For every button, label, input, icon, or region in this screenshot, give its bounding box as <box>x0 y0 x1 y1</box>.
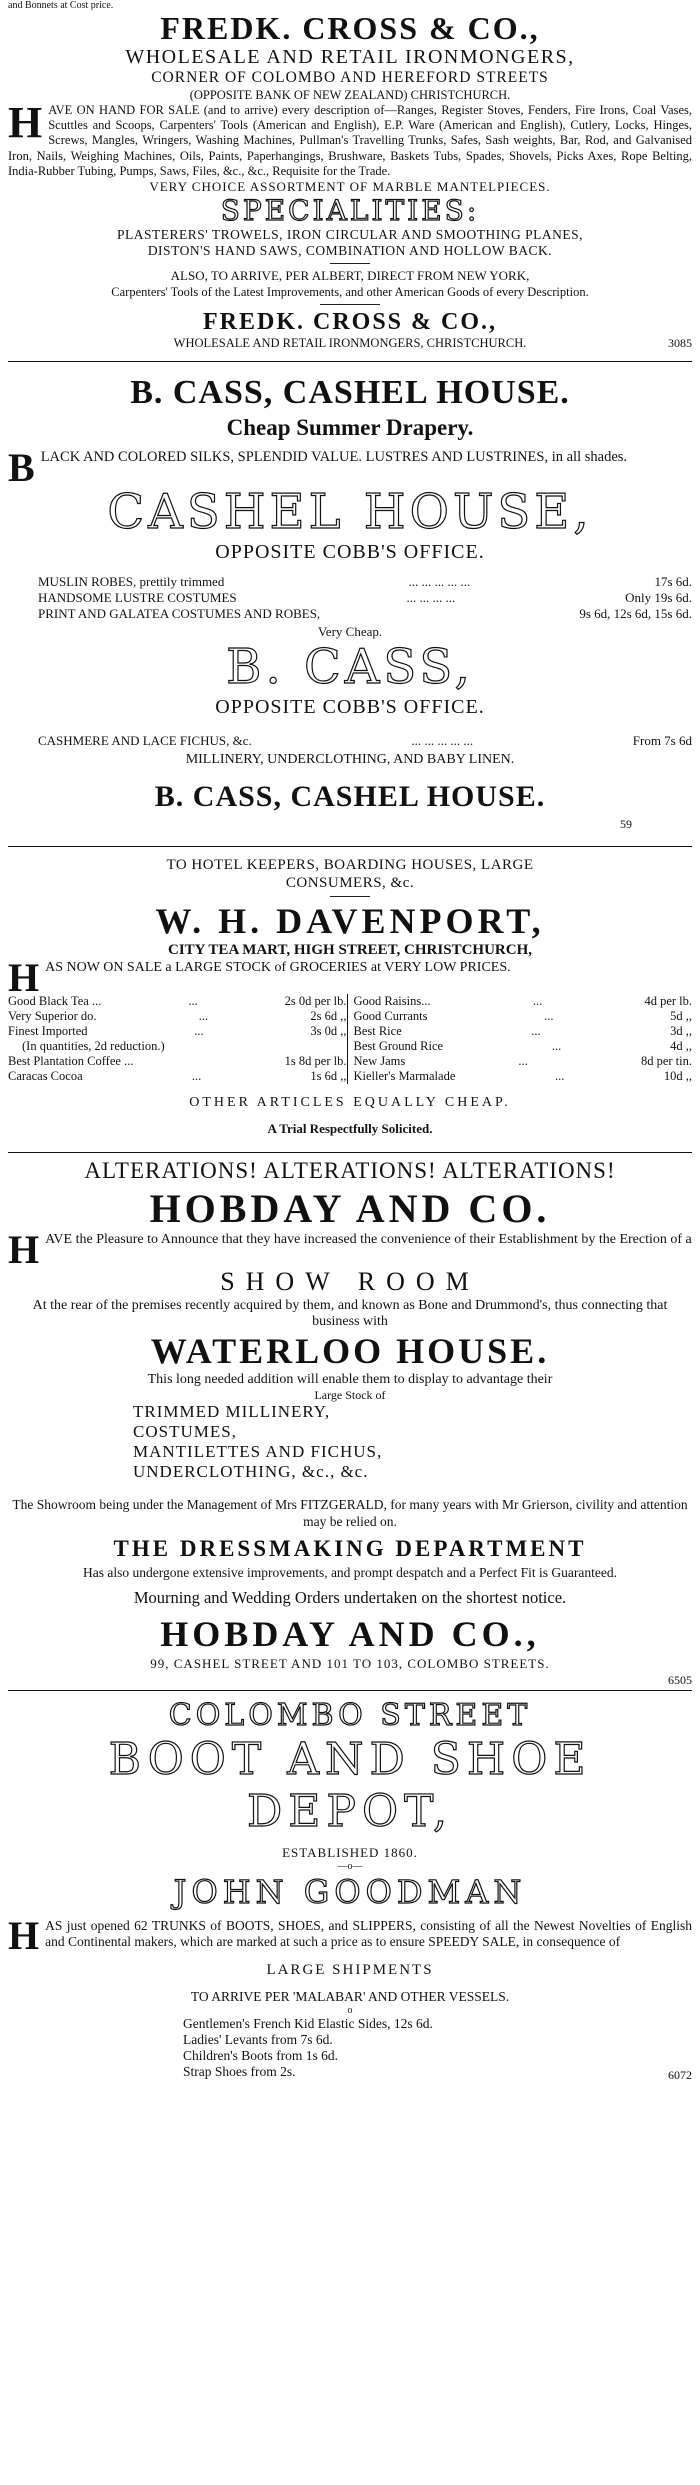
cass-opp1: OPPOSITE COBB'S OFFICE. <box>215 541 485 564</box>
row-price: 3s 0d ,, <box>310 1024 347 1039</box>
cass-very-cheap: Very Cheap. <box>317 624 383 640</box>
divider <box>330 263 370 264</box>
davenport-dropcap: H <box>8 955 40 1001</box>
table-row <box>8 1069 347 1084</box>
hobday-management: The Showroom being under the Management of Mrs FITZGERALD, for many years with Mr Grierson, civility and attention may be relied on. <box>12 1497 688 1530</box>
row-dots: ... <box>191 1069 202 1084</box>
hobday-advert <box>8 1156 692 1688</box>
stock-item: MANTILETTES AND FICHUS, <box>133 1442 383 1462</box>
cross-trade: WHOLESALE AND RETAIL IRONMONGERS, <box>125 46 575 68</box>
cass-ref: 59 <box>620 817 632 832</box>
goodman-large: LARGE SHIPMENTS <box>266 1962 434 1979</box>
hobday-undergone: Has also undergone extensive improvements, and prompt despatch and a Perfect Fit is Guaranteed. <box>83 1565 617 1581</box>
cross-name: FREDK. CROSS & CO., <box>160 10 540 46</box>
row-dots: ... <box>188 994 198 1009</box>
hobday-announce <box>8 1227 692 1273</box>
cashmere-name: CASHMERE AND LACE FICHUS, &c. <box>38 733 252 749</box>
davenport-price-table <box>8 994 692 1084</box>
divider <box>330 896 370 897</box>
davenport-intro2: CONSUMERS, &c. <box>285 875 415 892</box>
davenport-other: OTHER ARTICLES EQUALLY CHEAP. <box>189 1095 511 1111</box>
cass-subtitle: Cheap Summer Drapery. <box>226 415 474 441</box>
row-dots: ... <box>194 1024 204 1039</box>
hobday-announce-text: AVE the Pleasure to Announce that they have increased the convenience of their Establishment by the Erection of a <box>45 1232 692 1248</box>
hobday-enable2: Large Stock of <box>314 1388 386 1403</box>
row-dots: ... <box>554 1069 565 1084</box>
row-name: New Jams <box>353 1054 406 1069</box>
row-name: Best Plantation Coffee ... <box>8 1054 134 1069</box>
row-dots: ... <box>518 1054 528 1069</box>
cross-footer <box>8 335 692 351</box>
cross-body <box>8 98 692 179</box>
row-price: 4d ,, <box>670 1039 692 1054</box>
hobday-rear: At the rear of the premises recently acquired by them, and known as Bone and Drummond's, thus connecting that business with <box>32 1298 668 1330</box>
item-price: Only 19s 6d. <box>625 590 692 606</box>
cut-off-text: and Bonnets at Cost price. <box>8 0 114 10</box>
stock-item: TRIMMED MILLINERY, <box>133 1402 331 1422</box>
row-price: 1s 6d ,, <box>310 1069 347 1084</box>
row-name: Best Ground Rice <box>353 1039 444 1054</box>
cass-bcass: B. CASS, <box>226 639 474 696</box>
row-price: 5d ,, <box>670 1009 692 1024</box>
row-name: Kieller's Marmalade <box>353 1069 456 1084</box>
cass-title: B. CASS, CASHEL HOUSE. <box>130 374 570 412</box>
item-dots: ... ... ... ... ... <box>408 574 471 590</box>
cross-footer-trade: WHOLESALE AND RETAIL IRONMONGERS, CHRISTCHURCH. <box>173 336 527 351</box>
table-row <box>8 1054 347 1069</box>
list-item: Children's Boots from 1s 6d. <box>183 2048 339 2064</box>
list-item <box>38 590 692 606</box>
table-row <box>8 1039 347 1054</box>
list-item: Ladies' Levants from 7s 6d. <box>183 2032 333 2048</box>
cross-spec-line1: PLASTERERS' TROWELS, IRON CIRCULAR AND SMOOTHING PLANES, <box>117 227 583 243</box>
hobday-waterloo: WATERLOO HOUSE. <box>150 1331 550 1372</box>
goodman-body-text: AS just opened 62 TRUNKS of BOOTS, SHOES, and SLIPPERS, consisting of all the Newest Novelties of English and Continental makers, which are marked at such a price as to ensure SPEEDY SALE, in consequence of <box>45 1918 692 1950</box>
row-name: Good Currants <box>353 1009 428 1024</box>
hobday-dressmaking: THE DRESSMAKING DEPARTMENT <box>113 1536 587 1562</box>
cross-dropcap: H <box>8 98 43 147</box>
stock-item: UNDERCLOTHING, &c., &c. <box>133 1462 369 1482</box>
separator <box>8 846 692 847</box>
divider <box>320 304 380 305</box>
list-item <box>38 574 692 590</box>
goodman-depot: BOOT AND SHOE DEPOT, <box>108 1734 592 1838</box>
cross-advert <box>8 10 692 351</box>
row-name: Finest Imported <box>8 1024 88 1039</box>
hobday-enable1: This long needed addition will enable them to display to advantage their <box>147 1372 553 1388</box>
cross-arrive1: ALSO, TO ARRIVE, PER ALBERT, DIRECT FROM NEW YORK, <box>170 268 530 284</box>
item-dots: ... ... ... ... <box>406 590 456 606</box>
hobday-showroom: SHOW ROOM <box>220 1267 480 1297</box>
row-name: Good Raisins... <box>353 994 431 1009</box>
row-name: Very Superior do. <box>8 1009 97 1024</box>
row-dots: ... <box>551 1039 562 1054</box>
table-row <box>8 1024 347 1039</box>
row-price: 8d per tin. <box>640 1054 692 1069</box>
davenport-advert <box>8 850 692 1140</box>
row-name: Caracas Cocoa <box>8 1069 83 1084</box>
cross-spec-line2: DISTON'S HAND SAWS, COMBINATION AND HOLLOW BACK. <box>147 243 553 259</box>
hobday-mourning: Mourning and Wedding Orders undertaken on the shortest notice. <box>133 1588 567 1608</box>
cass-footer: B. CASS, CASHEL HOUSE. <box>154 780 546 814</box>
row-dots: ... <box>544 1009 554 1024</box>
davenport-sale <box>8 955 692 1001</box>
table-row <box>354 1054 693 1069</box>
cross-ref: 3085 <box>668 336 692 351</box>
cross-opposite: (OPPOSITE BANK OF NEW ZEALAND) CHRISTCHURCH. <box>189 88 511 102</box>
goodman-sep: —o— <box>337 1861 363 1873</box>
row-name: (In quantities, 2d reduction.) <box>22 1039 165 1054</box>
cashmere-price: From 7s 6d <box>632 733 692 749</box>
table-row <box>8 994 347 1009</box>
row-dots: ... <box>532 994 543 1009</box>
price-column-left <box>8 994 347 1084</box>
row-price: 4d per lb. <box>644 994 692 1009</box>
list-item: Strap Shoes from 2s. <box>183 2064 296 2080</box>
cass-dropcap: B <box>8 445 35 491</box>
goodman-ref: 6072 <box>668 2068 692 2083</box>
davenport-name: W. H. DAVENPORT, <box>155 901 545 942</box>
table-row <box>354 1039 693 1054</box>
row-price: 2s 6d ,, <box>310 1009 347 1024</box>
davenport-address: CITY TEA MART, HIGH STREET, CHRISTCHURCH, <box>168 942 532 959</box>
cross-arrive2: Carpenters' Tools of the Latest Improvements, and other American Goods of every Description. <box>111 285 589 300</box>
list-item <box>38 606 692 622</box>
cross-mantel: VERY CHOICE ASSORTMENT OF MARBLE MANTELPIECES. <box>149 179 551 195</box>
hobday-footer-address: 99, CASHEL STREET AND 101 TO 103, COLOMBO STREETS. <box>150 1656 550 1672</box>
goodman-arrive: TO ARRIVE PER 'MALABAR' AND OTHER VESSELS. <box>190 1989 510 2005</box>
row-dots: ... <box>198 1009 209 1024</box>
cass-silks-text: LACK AND COLORED SILKS, SPLENDID VALUE. LUSTRES AND LUSTRINES, in all shades. <box>40 449 628 466</box>
table-row <box>8 1009 347 1024</box>
table-row <box>354 1024 693 1039</box>
item-price: 9s 6d, 12s 6d, 15s 6d. <box>579 606 692 622</box>
goodman-dropcap: H <box>8 1913 40 1959</box>
row-name: Best Rice <box>353 1024 402 1039</box>
item-price: 17s 6d. <box>654 574 692 590</box>
row-dots: ... <box>531 1024 541 1039</box>
hobday-name: HOBDAY AND CO. <box>149 1186 551 1232</box>
stock-item: COSTUMES, <box>133 1422 237 1442</box>
table-row <box>354 994 693 1009</box>
goodman-advert <box>8 1694 692 2083</box>
cass-millinery: MILLINERY, UNDERCLOTHING, AND BABY LINEN. <box>185 752 515 768</box>
item-name: PRINT AND GALATEA COSTUMES AND ROBES, <box>38 606 321 622</box>
davenport-sale-text: AS NOW ON SALE a LARGE STOCK of GROCERIES at VERY LOW PRICES. <box>45 960 511 976</box>
cass-opp2: OPPOSITE COBB'S OFFICE. <box>215 696 485 719</box>
cross-spec-title: SPECIALITIES: <box>220 194 480 228</box>
goodman-street: COLOMBO STREET <box>168 1698 532 1734</box>
cross-footer-name: FREDK. CROSS & CO., <box>202 309 498 336</box>
table-row <box>354 1009 693 1024</box>
row-price: 10d ,, <box>663 1069 692 1084</box>
row-price: 3d ,, <box>670 1024 692 1039</box>
cross-address: CORNER OF COLOMBO AND HEREFORD STREETS <box>151 69 549 86</box>
goodman-sep2: o <box>347 2005 353 2017</box>
hobday-stock <box>133 1402 692 1482</box>
row-price: 2s 0d per lb. <box>284 994 347 1009</box>
item-name: MUSLIN ROBES, prettily trimmed <box>38 574 225 590</box>
cass-cashmere <box>38 733 692 749</box>
row-name: Good Black Tea ... <box>8 994 102 1009</box>
cass-silks <box>8 445 692 491</box>
davenport-intro1: TO HOTEL KEEPERS, BOARDING HOUSES, LARGE <box>166 857 534 874</box>
goodman-body <box>8 1913 692 1959</box>
separator <box>8 1152 692 1153</box>
row-price: 1s 8d per lb. <box>284 1054 347 1069</box>
goodman-name: JOHN GOODMAN <box>173 1873 527 1912</box>
davenport-trial: A Trial Respectfully Solicited. <box>267 1121 433 1137</box>
hobday-footer-name: HOBDAY AND CO., <box>160 1614 540 1655</box>
separator <box>8 361 692 362</box>
cass-house: CASHEL HOUSE, <box>107 484 593 541</box>
table-row <box>354 1069 693 1084</box>
list-item: Gentlemen's French Kid Elastic Sides, 12s 6d. <box>183 2016 433 2032</box>
hobday-ref: 6505 <box>668 1673 692 1688</box>
cass-items <box>38 574 692 622</box>
hobday-alterations: ALTERATIONS! ALTERATIONS! ALTERATIONS! <box>84 1158 616 1184</box>
separator <box>8 1690 692 1691</box>
item-name: HANDSOME LUSTRE COSTUMES <box>38 590 237 606</box>
cashmere-dots: ... ... ... ... ... <box>411 733 474 749</box>
hobday-dropcap: H <box>8 1227 40 1273</box>
goodman-established: ESTABLISHED 1860. <box>282 1845 418 1861</box>
price-column-right <box>347 994 693 1084</box>
cross-body-text: AVE ON HAND FOR SALE (and to arrive) every description of—Ranges, Register Stoves, Fenders, Fire Irons, Coal Vases, Scuttles and Scoops, Carpenters' Tools (American and English), E.P. Ware (American and English), Cutlery, Locks, Hinges, Screws, Mangles, Wringers, Washing Machines, Pullman's Travelling Trunks, Safes, Sash weights, Bar, Rod, and Galvanised Iron, Nails, Weighing Machines, Oils, Paints, Paperhangings, Brushware, Baskets Tubs, Spades, Shovels, Picks Axes, Rope Belting, India-Rubber Tubing, Pumps, Saws, Files, &c., &c., Requisite for the Trade. <box>8 103 692 178</box>
cass-advert <box>8 365 692 832</box>
